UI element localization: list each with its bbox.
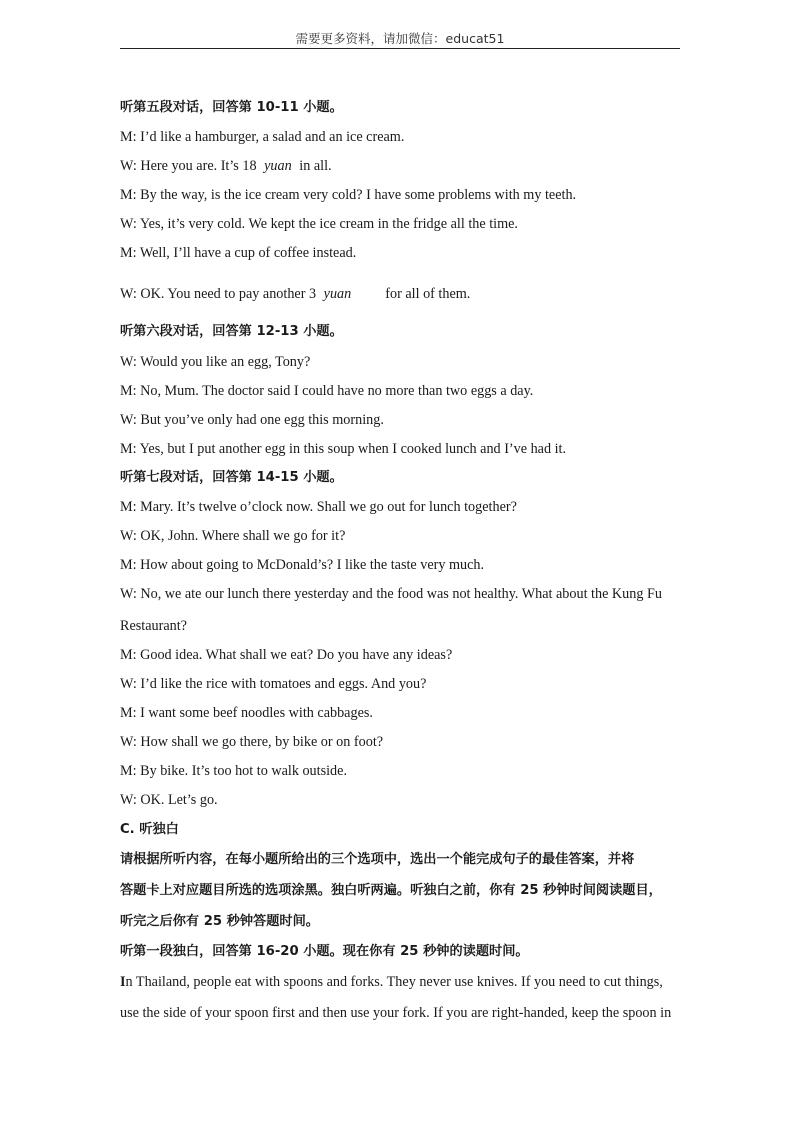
dialogue-line: W: I’d like the rice with tomatoes and eggs. And you? — [120, 676, 427, 692]
section-heading-dialogue-6: 听第六段对话，回答第 12-13 小题。 — [120, 324, 343, 339]
dialogue-line: M: Yes, but I put another egg in this soup when I cooked lunch and I’ve had it. — [120, 441, 567, 457]
dialogue-line: M: Good idea. What shall we eat? Do you have any ideas? — [120, 647, 453, 663]
passage-line: use the side of your spoon first and then use your fork. If you are right-handed, keep the spoon in — [120, 1005, 672, 1021]
dialogue-line: W: OK. Let’s go. — [120, 792, 218, 808]
dialogue-line: W: How shall we go there, by bike or on foot? — [120, 734, 384, 750]
dialogue-line: M: No, Mum. The doctor said I could have no more than two eggs a day. — [120, 383, 534, 399]
dialogue-line: M: I want some beef noodles with cabbages. — [120, 705, 373, 721]
dialogue-line: W: Yes, it’s very cold. We kept the ice cream in the fridge all the time. — [120, 216, 518, 232]
dialogue-line: W: OK, John. Where shall we go for it? — [120, 528, 346, 544]
dialogue-line: W: No, we ate our lunch there yesterday and the food was not healthy. What about the Kung Fu — [120, 586, 662, 602]
section-heading-monologue-1: 听第一段独白，回答第 16-20 小题。现在你有 25 秒钟的读题时间。 — [120, 944, 529, 959]
dialogue-line: M: Well, I’ll have a cup of coffee instead. — [120, 245, 357, 261]
dialogue-line: M: I’d like a hamburger, a salad and an ice cream. — [120, 129, 405, 145]
dialogue-line: M: How about going to McDonald’s? I like the taste very much. — [120, 557, 485, 573]
passage-line: In Thailand, people eat with spoons and forks. They never use knives. If you need to cut things, — [120, 974, 663, 990]
dialogue-line: M: By the way, is the ice cream very cold? I have some problems with my teeth. — [120, 187, 577, 203]
dialogue-line: W: Here you are. It’s 18 yuan in all. — [120, 158, 332, 174]
dialogue-line-continued: Restaurant? — [120, 618, 187, 634]
dialogue-line: M: Mary. It’s twelve o’clock now. Shall we go out for lunch together? — [120, 499, 517, 515]
instruction-line: 听完之后你有 25 秒钟答题时间。 — [120, 914, 319, 929]
dialogue-line: W: But you’ve only had one egg this morning. — [120, 412, 384, 428]
dialogue-line: W: OK. You need to pay another 3 yuan for all of them. — [120, 286, 471, 302]
header-divider — [120, 48, 680, 49]
dialogue-line: M: By bike. It’s too hot to walk outside. — [120, 763, 347, 779]
page-header: 需要更多资料，请加微信：educat51 — [295, 31, 505, 46]
section-heading-monologue: C. 听独白 — [120, 822, 179, 837]
section-heading-dialogue-7: 听第七段对话，回答第 14-15 小题。 — [120, 470, 343, 485]
dialogue-line: W: Would you like an egg, Tony? — [120, 354, 311, 370]
instruction-line: 请根据所听内容，在每小题所给出的三个选项中，选出一个能完成句子的最佳答案，并将 — [120, 852, 635, 867]
instruction-line: 答题卡上对应题目所选的选项涂黑。独白听两遍。听独白之前，你有 25 秒钟时间阅读题目， — [120, 883, 662, 898]
section-heading-dialogue-5: 听第五段对话，回答第 10-11 小题。 — [120, 100, 343, 115]
